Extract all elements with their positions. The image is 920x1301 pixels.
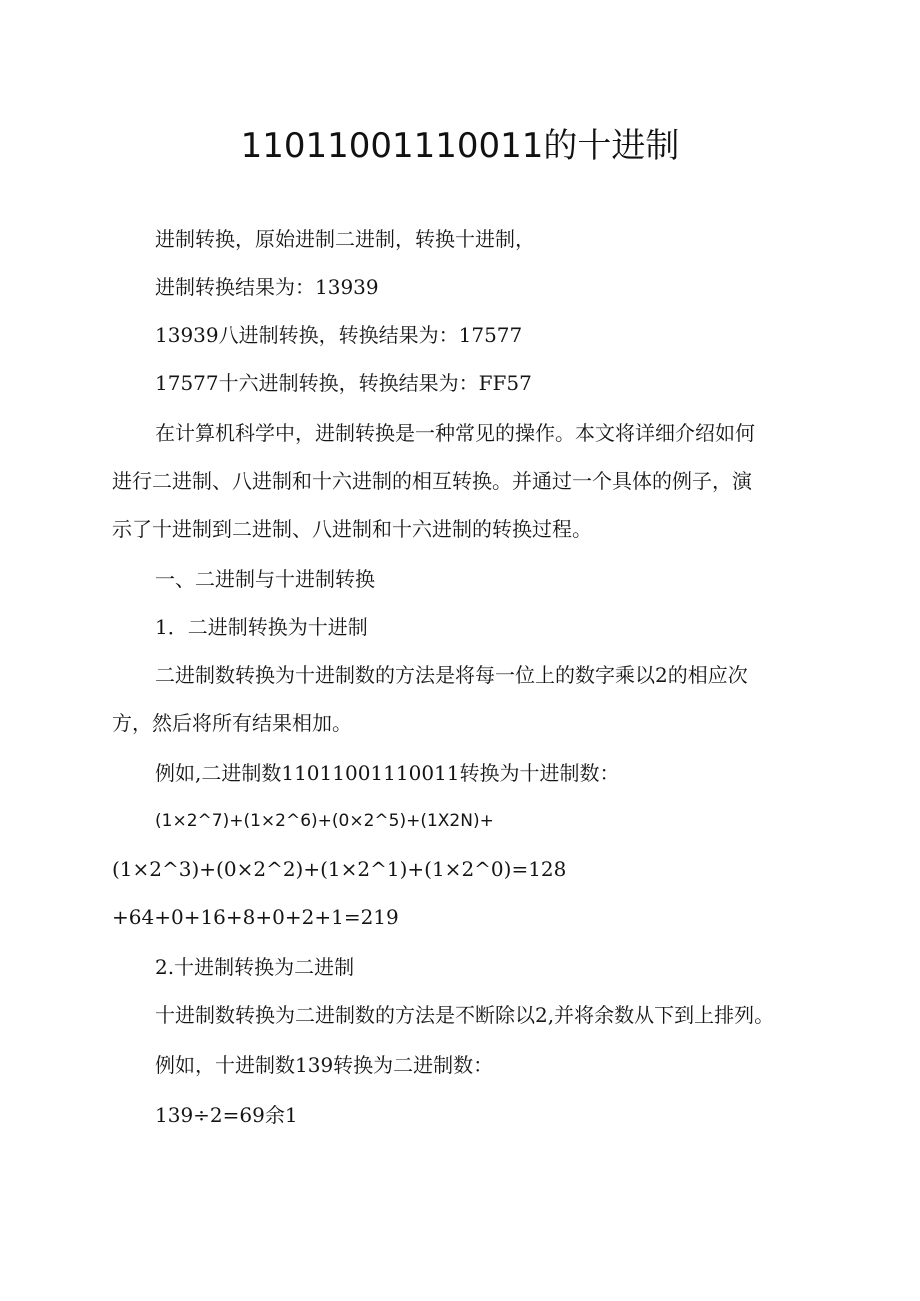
paragraph-decimal-result: 进制转换结果为：13939 — [155, 275, 379, 299]
subheading-decimal-to-binary: 2.十进制转换为二进制 — [155, 955, 355, 979]
paragraph-division-method: 十进制数转换为二进制数的方法是不断除以2,并将余数从下到上排列。 — [155, 1003, 775, 1027]
paragraph-conversion-intro: 进制转换，原始进制二进制，转换十进制， — [155, 227, 535, 251]
paragraph-hex-result: 17577十六进制转换，转换结果为：FF57 — [155, 371, 532, 395]
paragraph-method-line-1: 二进制数转换为十进制数的方法是将每一位上的数字乘以2的相应次 — [155, 663, 748, 687]
formula-line-2: (1×2^3)+(0×2^2)+(1×2^1)+(1×2^0)=128 — [112, 857, 567, 881]
paragraph-body-line-3: 示了十进制到二进制、八进制和十六进制的转换过程。 — [112, 517, 592, 541]
page-title: 11011001110011的十进制 — [240, 126, 680, 166]
paragraph-octal-result: 13939八进制转换，转换结果为：17577 — [155, 323, 523, 347]
division-step-1: 139÷2=69余1 — [155, 1103, 298, 1127]
paragraph-method-line-2: 方，然后将所有结果相加。 — [112, 711, 352, 735]
paragraph-example-decimal: 例如，十进制数139转换为二进制数： — [155, 1053, 494, 1077]
formula-line-1: (1×2^7)+(1×2^6)+(0×2^5)+(1X2N)+ — [155, 811, 494, 831]
subheading-binary-to-decimal: 1．二进制转换为十进制 — [155, 615, 368, 639]
formula-line-3: +64+0+16+8+0+2+1=219 — [112, 905, 399, 929]
section-heading-binary-decimal: 一、二进制与十进制转换 — [155, 567, 375, 591]
paragraph-body-line-1: 在计算机科学中，进制转换是一种常见的操作。本文将详细介绍如何 — [155, 421, 755, 445]
paragraph-example-binary: 例如,二进制数11011001110011转换为十进制数： — [155, 761, 620, 785]
paragraph-body-line-2: 进行二进制、八进制和十六进制的相互转换。并通过一个具体的例子，演 — [112, 469, 752, 493]
